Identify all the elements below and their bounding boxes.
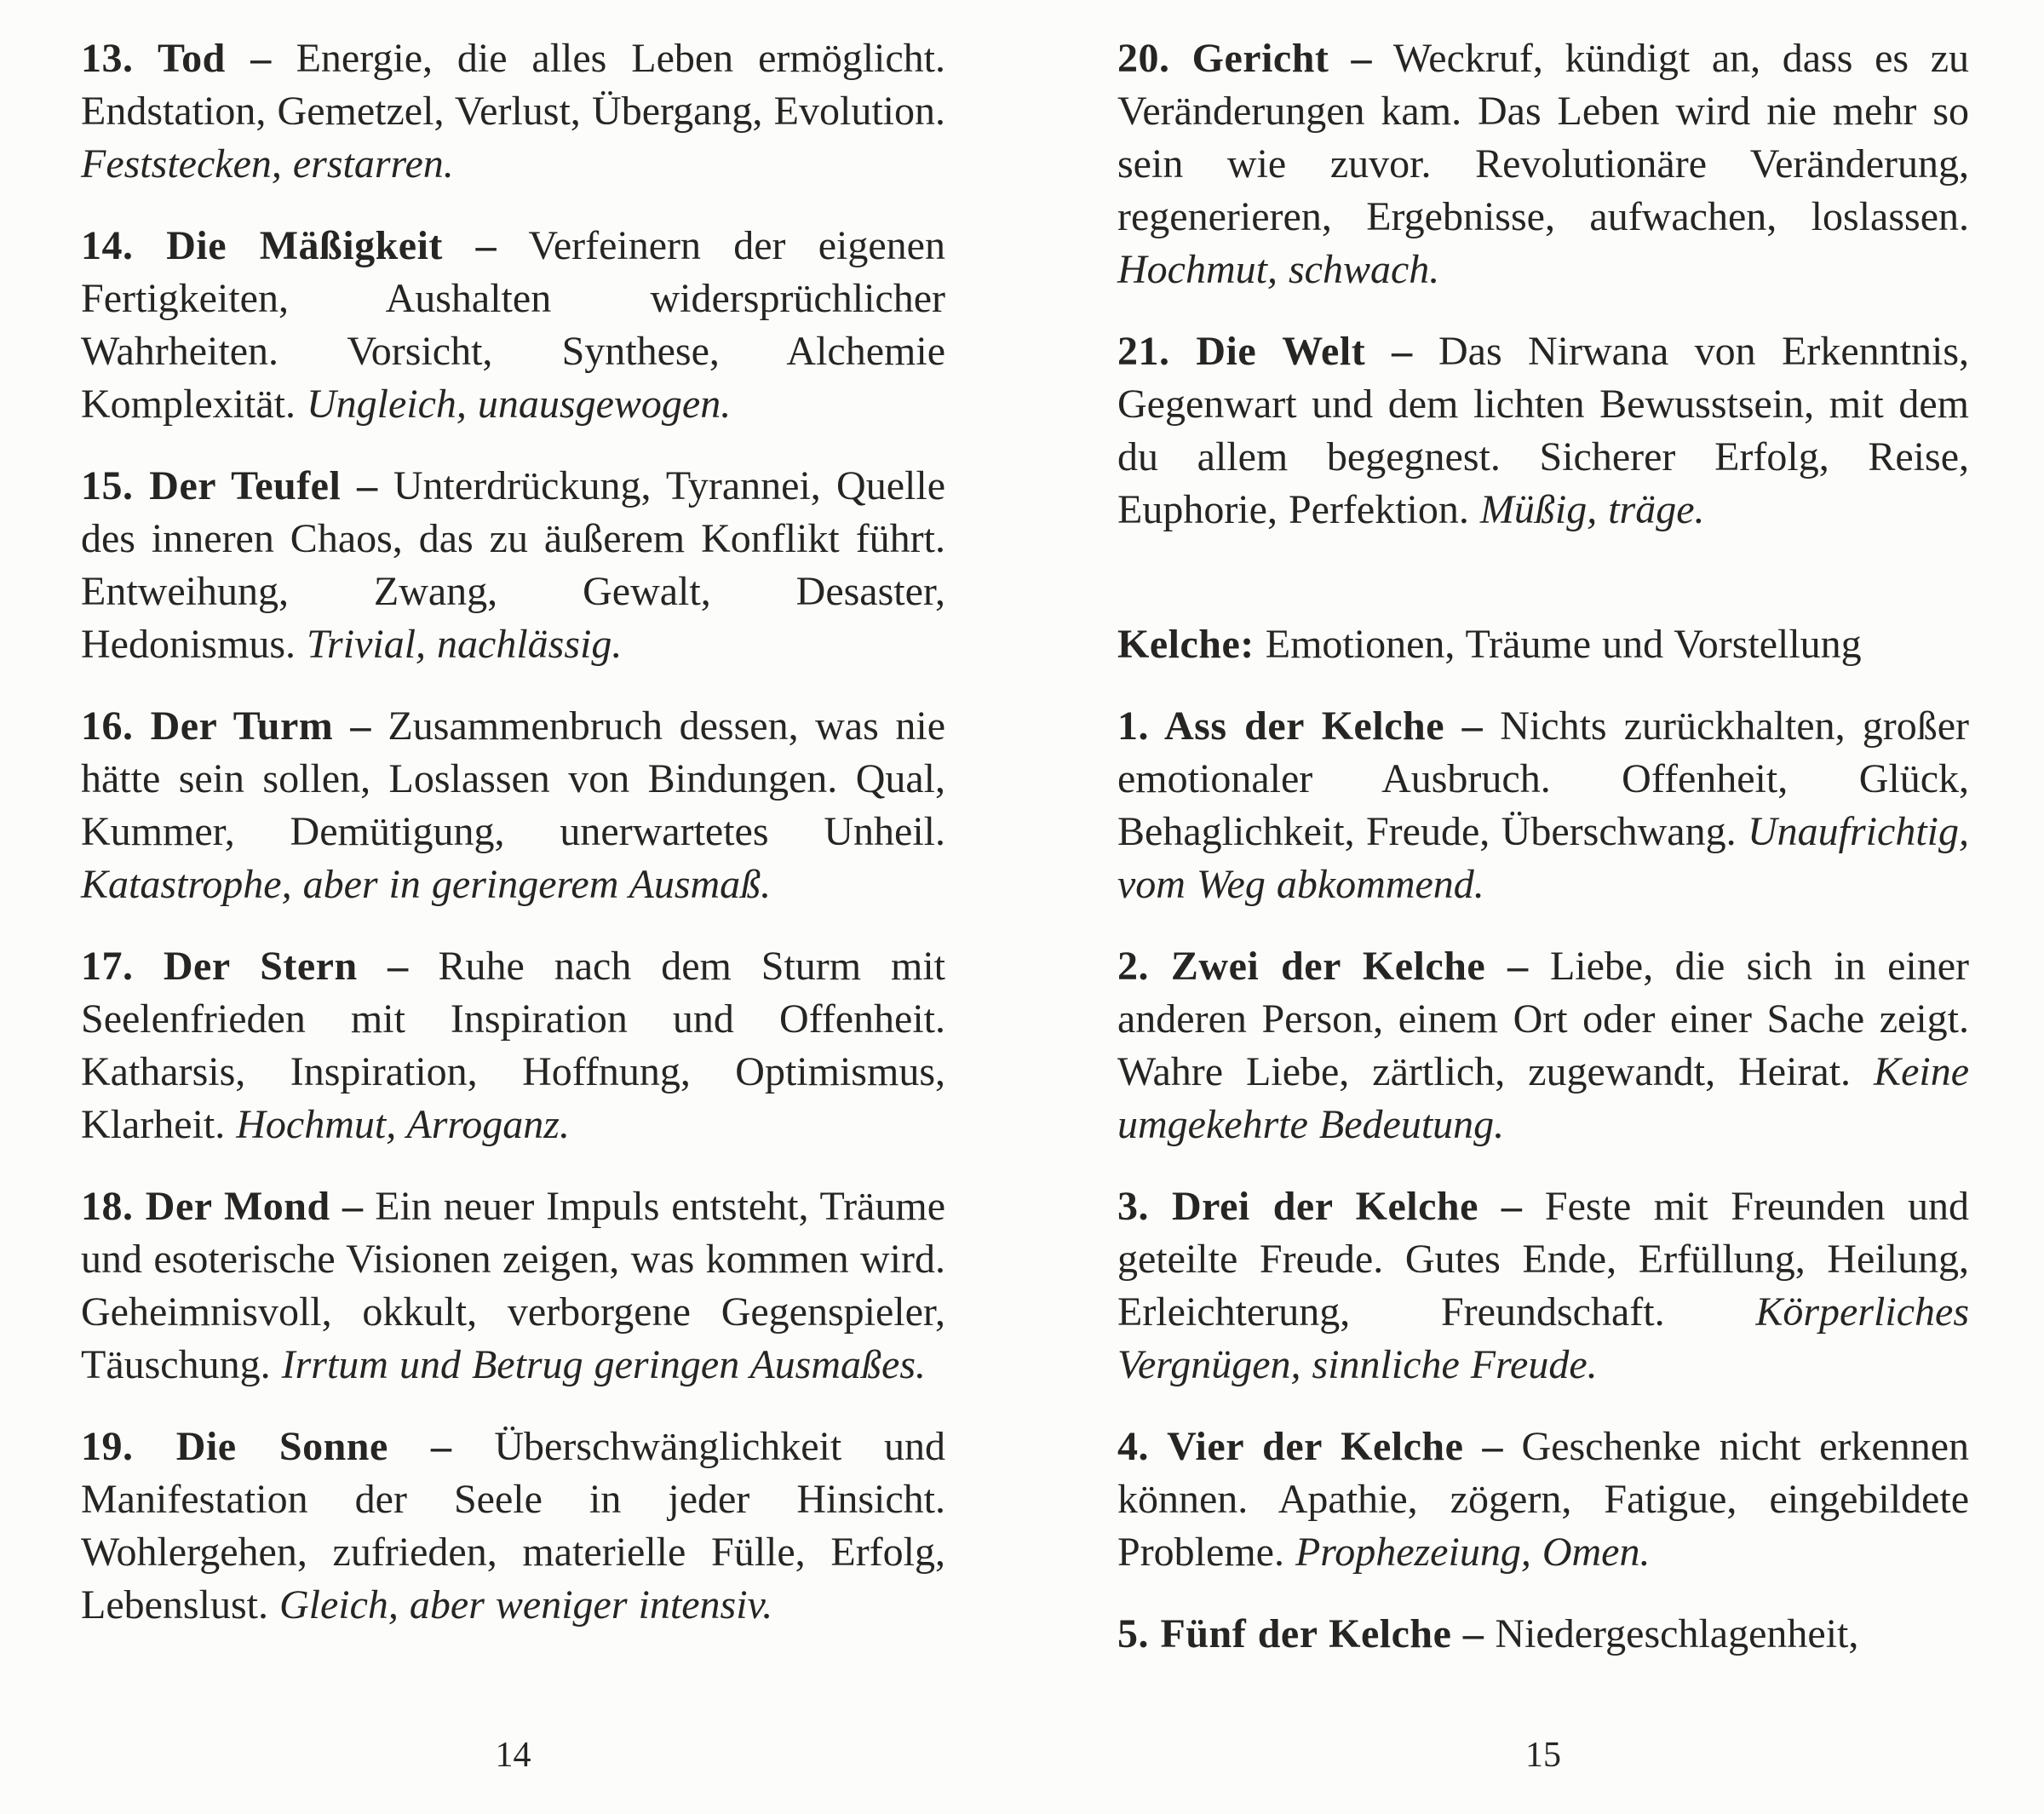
- entry-title: 1. Ass der Kelche –: [1117, 703, 1484, 749]
- suit-section-header: [1117, 618, 1969, 671]
- entry-title: 15. Der Teufel –: [81, 463, 378, 508]
- entry-body: Überschwänglichkeit und Manifestation der Seele in jeder Hinsicht. Wohlergehen, zufrieden, materielle Fülle, Erfolg, Lebenslust.: [81, 1424, 946, 1627]
- entry-title: 16. Der Turm –: [81, 703, 371, 749]
- card-entry: [81, 460, 945, 671]
- entry-body: Verfeinern der eigenen Fertigkeiten, Aushalten widersprüchlicher Wahrheiten. Vorsicht, Synthese, Alchemie Komplexität.: [81, 223, 945, 427]
- entry-reversed-meaning: Müßig, träge.: [1479, 487, 1705, 532]
- card-entry: [81, 1180, 945, 1392]
- entry-reversed-meaning: Körperliches Vergnügen, sinnliche Freude.: [1117, 1289, 1969, 1387]
- entry-body: Niedergeschlagenheit,: [1495, 1611, 1859, 1656]
- entry-body: Nichts zurückhalten, großer emotionaler Ausbruch. Offenheit, Glück, Behaglichkeit, Freude, Überschwang.: [1117, 703, 1970, 854]
- entry-reversed-meaning: Prophezeiung, Omen.: [1295, 1530, 1651, 1575]
- card-entry: [81, 700, 945, 911]
- card-entry: [81, 220, 945, 431]
- entry-body: Ein neuer Impuls entsteht, Träume und esoterische Visionen zeigen, was kommen wird. Geheimnisvoll, okkult, verborgene Gegenspieler, Täuschung.: [81, 1184, 945, 1387]
- entry-title: 14. Die Mäßigkeit –: [81, 223, 497, 268]
- entry-reversed-meaning: Katastrophe, aber in geringerem Ausmaß.: [81, 862, 772, 907]
- entry-body: Zusammenbruch dessen, was nie hätte sein sollen, Loslassen von Bindungen. Qual, Kummer, Demütigung, unerwartetes Unheil.: [81, 703, 946, 854]
- entry-reversed-meaning: Hochmut, schwach.: [1117, 247, 1440, 292]
- entry-body: Liebe, die sich in einer anderen Person, einem Ort oder einer Sache zeigt. Wahre Liebe, zärtlich, zugewandt, Heirat.: [1117, 944, 1969, 1094]
- card-entry: [81, 32, 945, 191]
- entry-reversed-meaning: Gleich, aber weniger intensiv.: [278, 1582, 773, 1627]
- page-number-right: 15: [1525, 1736, 1561, 1775]
- entry-reversed-meaning: Unaufrichtig, vom Weg abkommend.: [1117, 809, 1969, 907]
- entry-title: 5. Fünf der Kelche –: [1117, 1611, 1484, 1656]
- entry-body: Das Nirwana von Erkenntnis, Gegenwart und dem lichten Bewusstsein, mit dem du allem begegnest. Sicherer Erfolg, Reise, Euphorie, Perfektion.: [1117, 329, 1969, 532]
- entry-title: 4. Vier der Kelche –: [1117, 1424, 1503, 1469]
- entry-body: Energie, die alles Leben ermöglicht. Endstation, Gemetzel, Verlust, Übergang, Evolution.: [81, 36, 946, 134]
- entry-reversed-meaning: Feststecken, erstarren.: [81, 141, 454, 187]
- card-entry: [1117, 1180, 1969, 1392]
- card-entry: [1117, 1608, 1969, 1661]
- page-right-text-column: [1117, 32, 1969, 1690]
- entry-title: 21. Die Welt –: [1117, 329, 1413, 374]
- entry-title: 13. Tod –: [81, 36, 272, 81]
- entry-title: Kelche:: [1117, 622, 1255, 667]
- entry-title: 2. Zwei der Kelche –: [1117, 944, 1529, 989]
- page-right: [1117, 32, 1969, 1814]
- page-number-left: 14: [495, 1736, 531, 1775]
- entry-title: 17. Der Stern –: [81, 944, 409, 989]
- entry-title: 20. Gericht –: [1117, 36, 1373, 81]
- entry-body: Geschenke nicht erkennen können. Apathie, zögern, Fatigue, eingebildete Probleme.: [1117, 1424, 1970, 1575]
- entry-reversed-meaning: Trivial, nachlässig.: [307, 622, 623, 667]
- entry-title: 19. Die Sonne –: [81, 1424, 452, 1469]
- entry-title: 18. Der Mond –: [81, 1184, 364, 1229]
- card-entry: [1117, 940, 1969, 1151]
- entry-reversed-meaning: Keine umgekehrte Bedeutung.: [1117, 1049, 1970, 1147]
- card-entry: [1117, 32, 1969, 296]
- card-entry: [1117, 700, 1969, 911]
- entry-reversed-meaning: Hochmut, Arroganz.: [236, 1102, 570, 1147]
- entry-body: Ruhe nach dem Sturm mit Seelenfrieden mit Inspiration und Offenheit. Katharsis, Inspiration, Hoffnung, Optimismus, Klarheit.: [81, 944, 946, 1147]
- entry-body: Feste mit Freunden und geteilte Freude. Gutes Ende, Erfüllung, Heilung, Erleichterung, Freundschaft.: [1117, 1184, 1970, 1335]
- entry-body: Weckruf, kündigt an, dass es zu Veränderungen kam. Das Leben wird nie mehr so sein wie zuvor. Revolutionäre Veränderung, regenerieren, Ergebnisse, aufwachen, loslassen.: [1117, 36, 1969, 239]
- entry-reversed-meaning: Irrtum und Betrug geringen Ausmaßes.: [281, 1342, 926, 1387]
- entry-body: Emotionen, Träume und Vorstellung: [1265, 622, 1862, 667]
- card-entry: [1117, 325, 1969, 537]
- page-left-text-column: [81, 32, 945, 1661]
- card-entry: [1117, 1421, 1969, 1579]
- card-entry: [81, 1421, 945, 1632]
- entry-reversed-meaning: Ungleich, unausgewogen.: [306, 382, 732, 427]
- entry-title: 3. Drei der Kelche –: [1117, 1184, 1523, 1229]
- card-entry: [81, 940, 945, 1151]
- entry-body: Unterdrückung, Tyrannei, Quelle des inneren Chaos, das zu äußerem Konflikt führt. Entweihung, Zwang, Gewalt, Desaster, Hedonismus.: [81, 463, 945, 667]
- page-left: [81, 32, 945, 1814]
